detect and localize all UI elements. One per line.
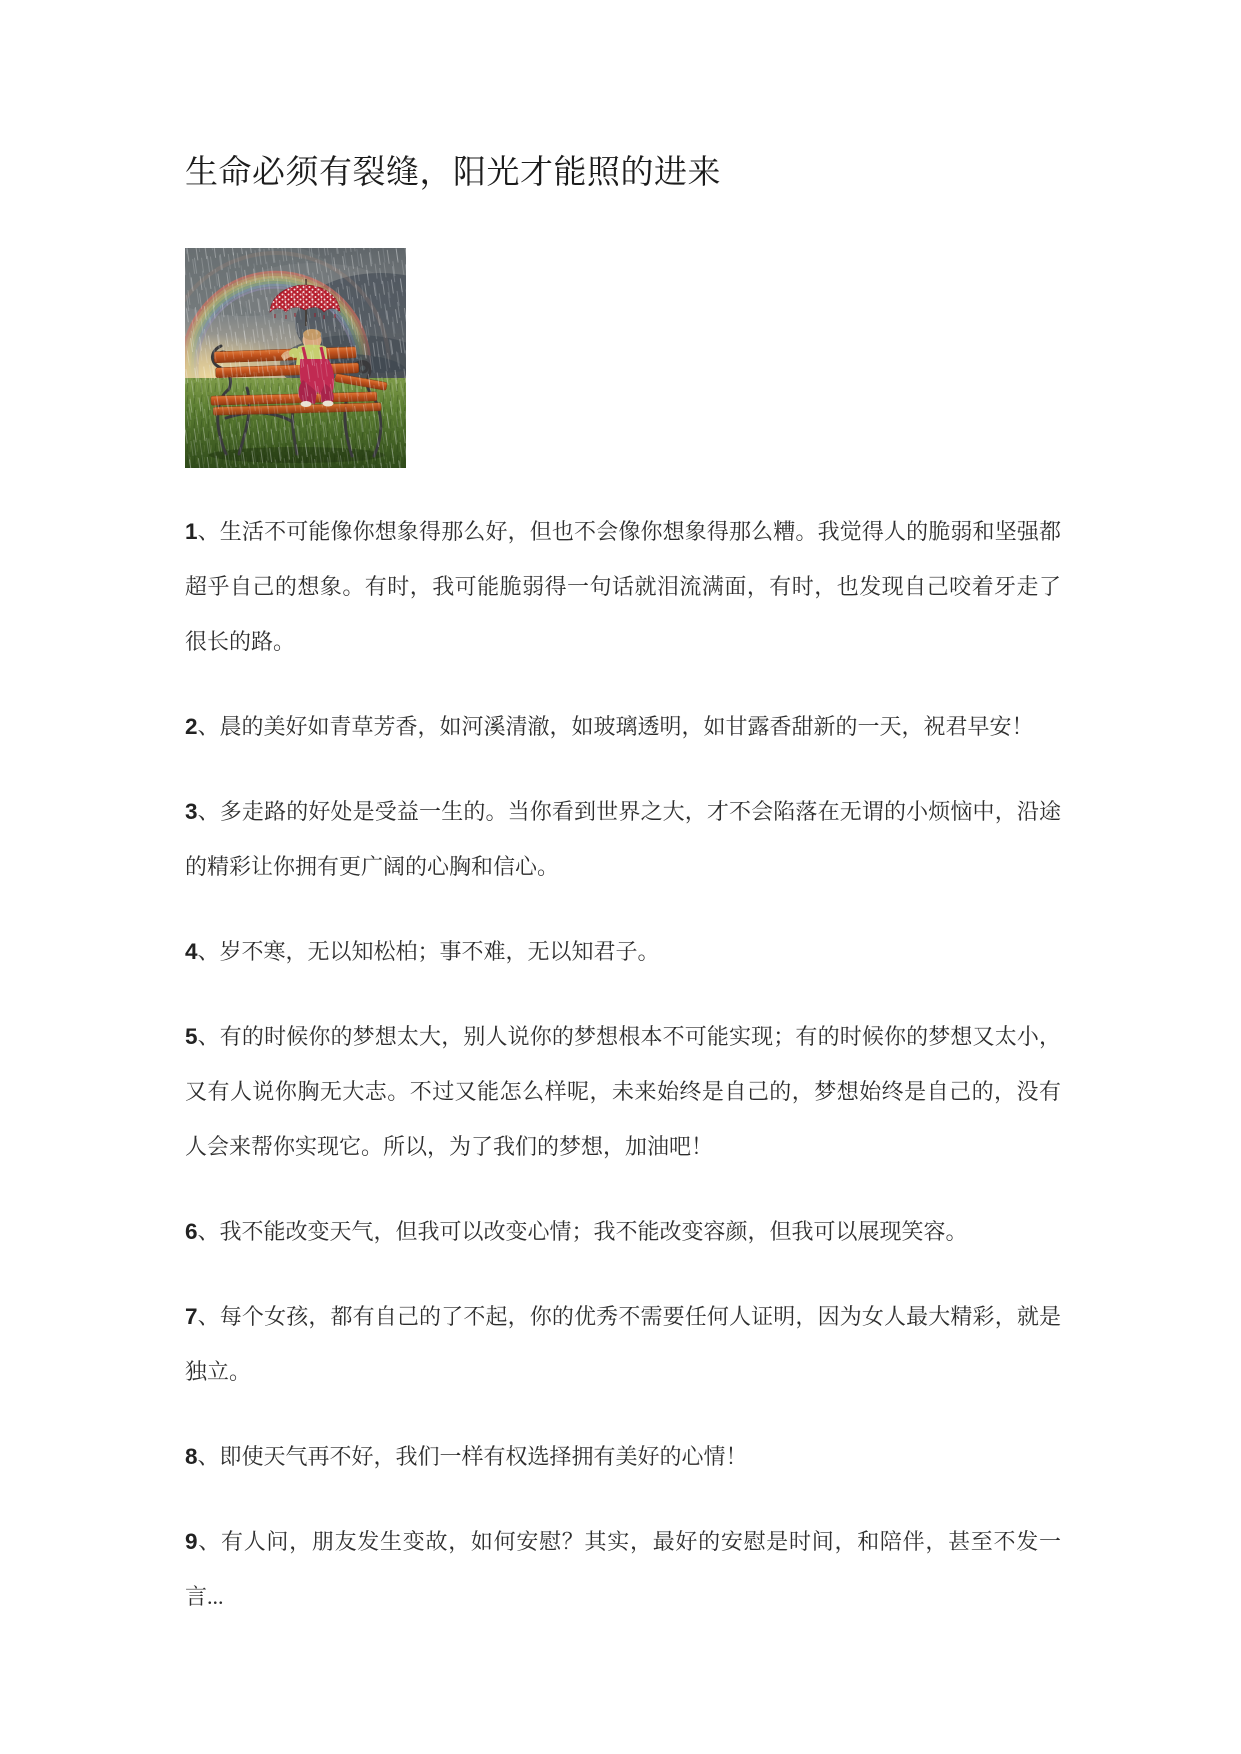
paragraph-delimiter: 、 — [197, 519, 220, 544]
quote-list — [185, 504, 1061, 1624]
paragraph-delimiter: 、 — [197, 939, 220, 964]
quote-paragraph-4 — [185, 924, 1061, 979]
paragraph-text: 多走路的好处是受益一生的。当你看到世界之大，才不会陷落在无谓的小烦恼中，沿途的精彩让你拥有更广阔的心胸和信心。 — [185, 799, 1061, 879]
paragraph-text: 生活不可能像你想象得那么好，但也不会像你想象得那么糟。我觉得人的脆弱和坚强都超乎自己的想象。有时，我可能脆弱得一句话就泪流满面，有时，也发现自己咬着牙走了很长的路。 — [185, 519, 1061, 654]
paragraph-number: 7 — [185, 1304, 198, 1329]
article-photo — [185, 248, 406, 468]
paragraph-number: 1 — [185, 519, 198, 544]
paragraph-text: 岁不寒，无以知松柏；事不难，无以知君子。 — [219, 939, 660, 964]
article-title: 生命必须有裂缝，阳光才能照的进来 — [185, 155, 721, 191]
paragraph-text: 有人问，朋友发生变故，如何安慰？其实，最好的安慰是时间，和陪伴，甚至不发一言... — [185, 1529, 1061, 1609]
quote-paragraph-3 — [185, 784, 1061, 894]
quote-paragraph-2 — [185, 699, 1061, 754]
paragraph-delimiter: 、 — [197, 1529, 221, 1554]
paragraph-delimiter: 、 — [197, 714, 220, 739]
quote-paragraph-9 — [185, 1514, 1061, 1624]
quote-paragraph-8 — [185, 1429, 1061, 1484]
paragraph-number: 3 — [185, 799, 198, 824]
photo-rain-overlay — [185, 248, 406, 468]
paragraph-text: 即使天气再不好，我们一样有权选择拥有美好的心情！ — [219, 1444, 748, 1469]
paragraph-text: 每个女孩，都有自己的了不起，你的优秀不需要任何人证明，因为女人最大精彩，就是独立。 — [185, 1304, 1061, 1384]
paragraph-delimiter: 、 — [197, 1219, 220, 1244]
quote-paragraph-7 — [185, 1289, 1061, 1399]
paragraph-number: 9 — [185, 1529, 198, 1554]
paragraph-text: 晨的美好如青草芳香，如河溪清澈，如玻璃透明，如甘露香甜新的一天，祝君早安！ — [219, 714, 1034, 739]
paragraph-delimiter: 、 — [197, 799, 220, 824]
paragraph-text: 我不能改变天气，但我可以改变心情；我不能改变容颜，但我可以展现笑容。 — [219, 1219, 968, 1244]
photo-canvas — [185, 248, 406, 468]
paragraph-number: 8 — [185, 1444, 198, 1469]
paragraph-delimiter: 、 — [197, 1024, 220, 1049]
quote-paragraph-5 — [185, 1009, 1061, 1174]
paragraph-delimiter: 、 — [197, 1304, 220, 1329]
paragraph-number: 6 — [185, 1219, 198, 1244]
paragraph-number: 5 — [185, 1024, 198, 1049]
paragraph-number: 2 — [185, 714, 198, 739]
paragraph-number: 4 — [185, 939, 198, 964]
paragraph-delimiter: 、 — [197, 1444, 220, 1469]
quote-paragraph-6 — [185, 1204, 1061, 1259]
document-content — [185, 150, 1061, 1624]
quote-paragraph-1 — [185, 504, 1061, 669]
paragraph-text: 有的时候你的梦想太大，别人说你的梦想根本不可能实现；有的时候你的梦想又太小，又有人说你胸无大志。不过又能怎么样呢，未来始终是自己的，梦想始终是自己的，没有人会来帮你实现它。所以，为了我们的梦想，加油吧！ — [185, 1024, 1061, 1159]
